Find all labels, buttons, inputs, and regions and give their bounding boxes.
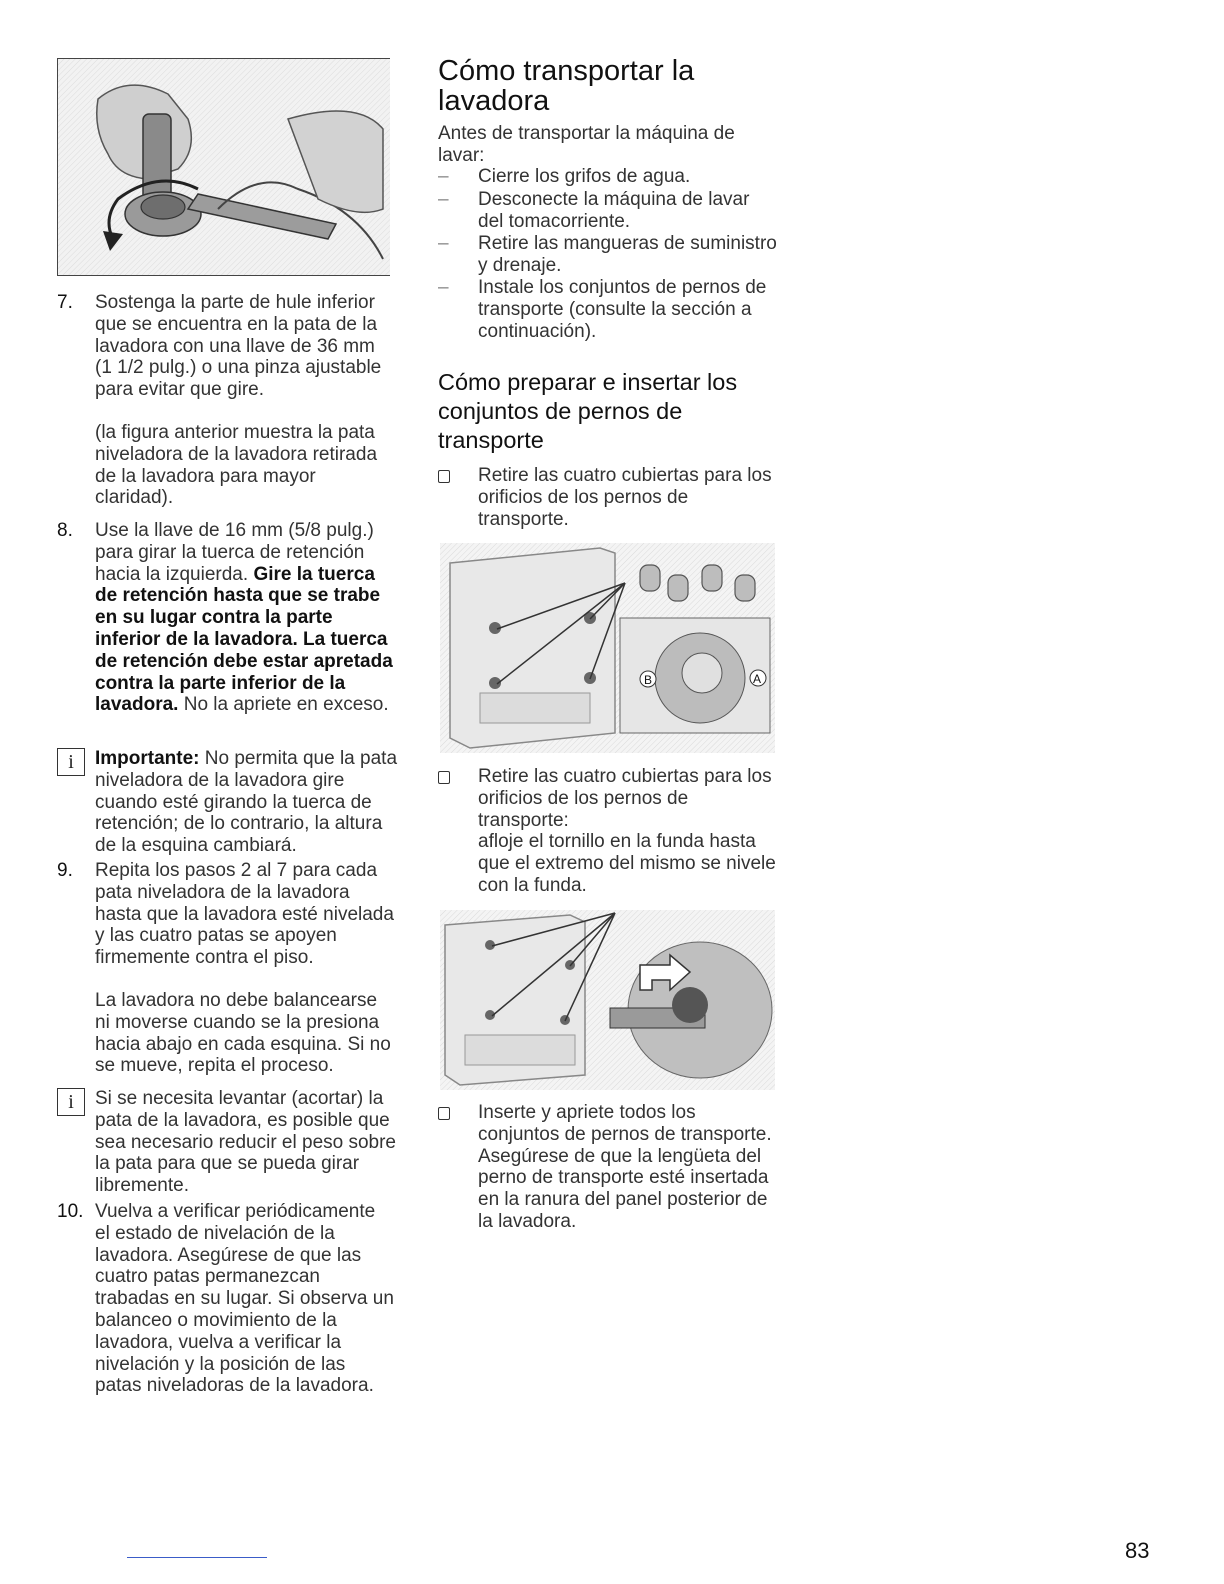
info-icon: i <box>57 1088 85 1116</box>
label-a: A <box>753 672 762 686</box>
step-note: (la figura anterior muestra la pata niveladora de la lavadora retirada de la lavadora para mayor claridad). <box>95 422 378 509</box>
important-text <box>95 748 397 857</box>
info-text: Si se necesita levantar (acortar) la pata de la lavadora, es posible que sea necesario reducir el peso sobre la pata para que se pueda girar libremente. <box>95 1088 397 1197</box>
step-text: Repita los pasos 2 al 7 para cada pata niveladora de la lavadora hasta que la lavadora esté nivelada y las cuatro patas se apoyen firmemente contra el piso. <box>95 860 394 969</box>
dash-marker: – <box>438 233 449 254</box>
checklist-text: Retire las cuatro cubiertas para los orificios de los pernos de transporte. <box>478 465 772 530</box>
leveling-foot-wrench-illustration <box>57 58 390 276</box>
checklist-text: Retire las cuatro cubiertas para los orificios de los pernos de transporte: afloje el tornillo en la funda hasta que el extremo del mismo se nivele con la funda. <box>478 766 776 896</box>
info-note <box>57 1088 397 1198</box>
footer-rule <box>127 1557 267 1558</box>
loosen-screw-illustration <box>440 910 775 1090</box>
transport-bolt-covers-illustration <box>440 543 775 753</box>
dash-marker: – <box>438 166 449 187</box>
list-item-text: Cierre los grifos de agua. <box>478 166 691 187</box>
label-b: B <box>644 673 653 687</box>
step-number: 7. <box>57 292 73 313</box>
step-text-tail: No la apriete en exceso. <box>183 694 389 716</box>
step-text: Sostenga la parte de hule inferior que se encuentra en la pata de la lavadora con una llave de 36 mm (1 1/2 pulg.) o una pinza ajustable para evitar que gire. <box>95 292 382 401</box>
step-8 <box>57 520 397 740</box>
step-note: La lavadora no debe balancearse ni moverse cuando se la presiona hacia abajo en cada esquina. Si no se mueve, repita el proceso. <box>95 990 391 1077</box>
step-number: 9. <box>57 860 73 881</box>
step-7 <box>57 292 397 412</box>
checkbox-icon <box>438 771 450 784</box>
step-text-bold: Gire la tuerca de retención hasta que se trabe en su lugar contra la parte inferior de la lavadora. La tuerca de retención debe estar apretada contra la parte inferior de la lavadora. <box>95 563 393 716</box>
checkbox-icon <box>438 470 450 483</box>
step-text <box>95 520 395 716</box>
important-note <box>57 748 397 858</box>
step-9-note <box>57 990 397 1080</box>
step-number: 10. <box>57 1201 84 1222</box>
page-number: 83 <box>1125 1538 1150 1563</box>
checkbox-icon <box>438 1107 450 1120</box>
step-text: Vuelva a verificar periódicamente el estado de nivelación de la lavadora. Asegúrese de que las cuatro patas permanezcan trabadas en su lugar. Si observa un balanceo o movimiento de la lavadora, vuelva a verificar la nivelación y la posición de las patas niveladoras de la lavadora. <box>95 1201 394 1397</box>
important-label: Importante: <box>95 748 200 769</box>
heading-transport: Cómo transportar la lavadora <box>438 55 695 117</box>
important-body: No permita que la pata niveladora de la lavadora gire cuando esté girando la tuerca de retención; de lo contrario, la altura de la esquina cambiará. <box>95 748 398 857</box>
step-7-note <box>57 422 397 512</box>
list-item-text: Instale los conjuntos de pernos de transporte (consulte la sección a continuación). <box>478 277 767 342</box>
heading-bolts: Cómo preparar e insertar los conjuntos de pernos de transporte <box>438 369 738 453</box>
transport-intro: Antes de transportar la máquina de lavar: <box>438 123 735 166</box>
step-10 <box>57 1201 397 1401</box>
step-number: 8. <box>57 520 73 541</box>
list-item-text: Desconecte la máquina de lavar del tomacorriente. <box>478 189 750 232</box>
info-icon: i <box>57 748 85 776</box>
step-text-plain: Use la llave de 16 mm (5/8 pulg.) para girar la tuerca de retención hacia la izquierda. <box>95 520 374 585</box>
dash-marker: – <box>438 189 449 210</box>
step-9 <box>57 860 397 975</box>
dash-marker: – <box>438 277 449 298</box>
checklist-text: Inserte y apriete todos los conjuntos de pernos de transporte. Asegúrese de que la lengüeta del perno de transporte esté insertada en la ranura del panel posterior de la lavadora. <box>478 1102 772 1232</box>
list-item-text: Retire las mangueras de suministro y drenaje. <box>478 233 777 276</box>
